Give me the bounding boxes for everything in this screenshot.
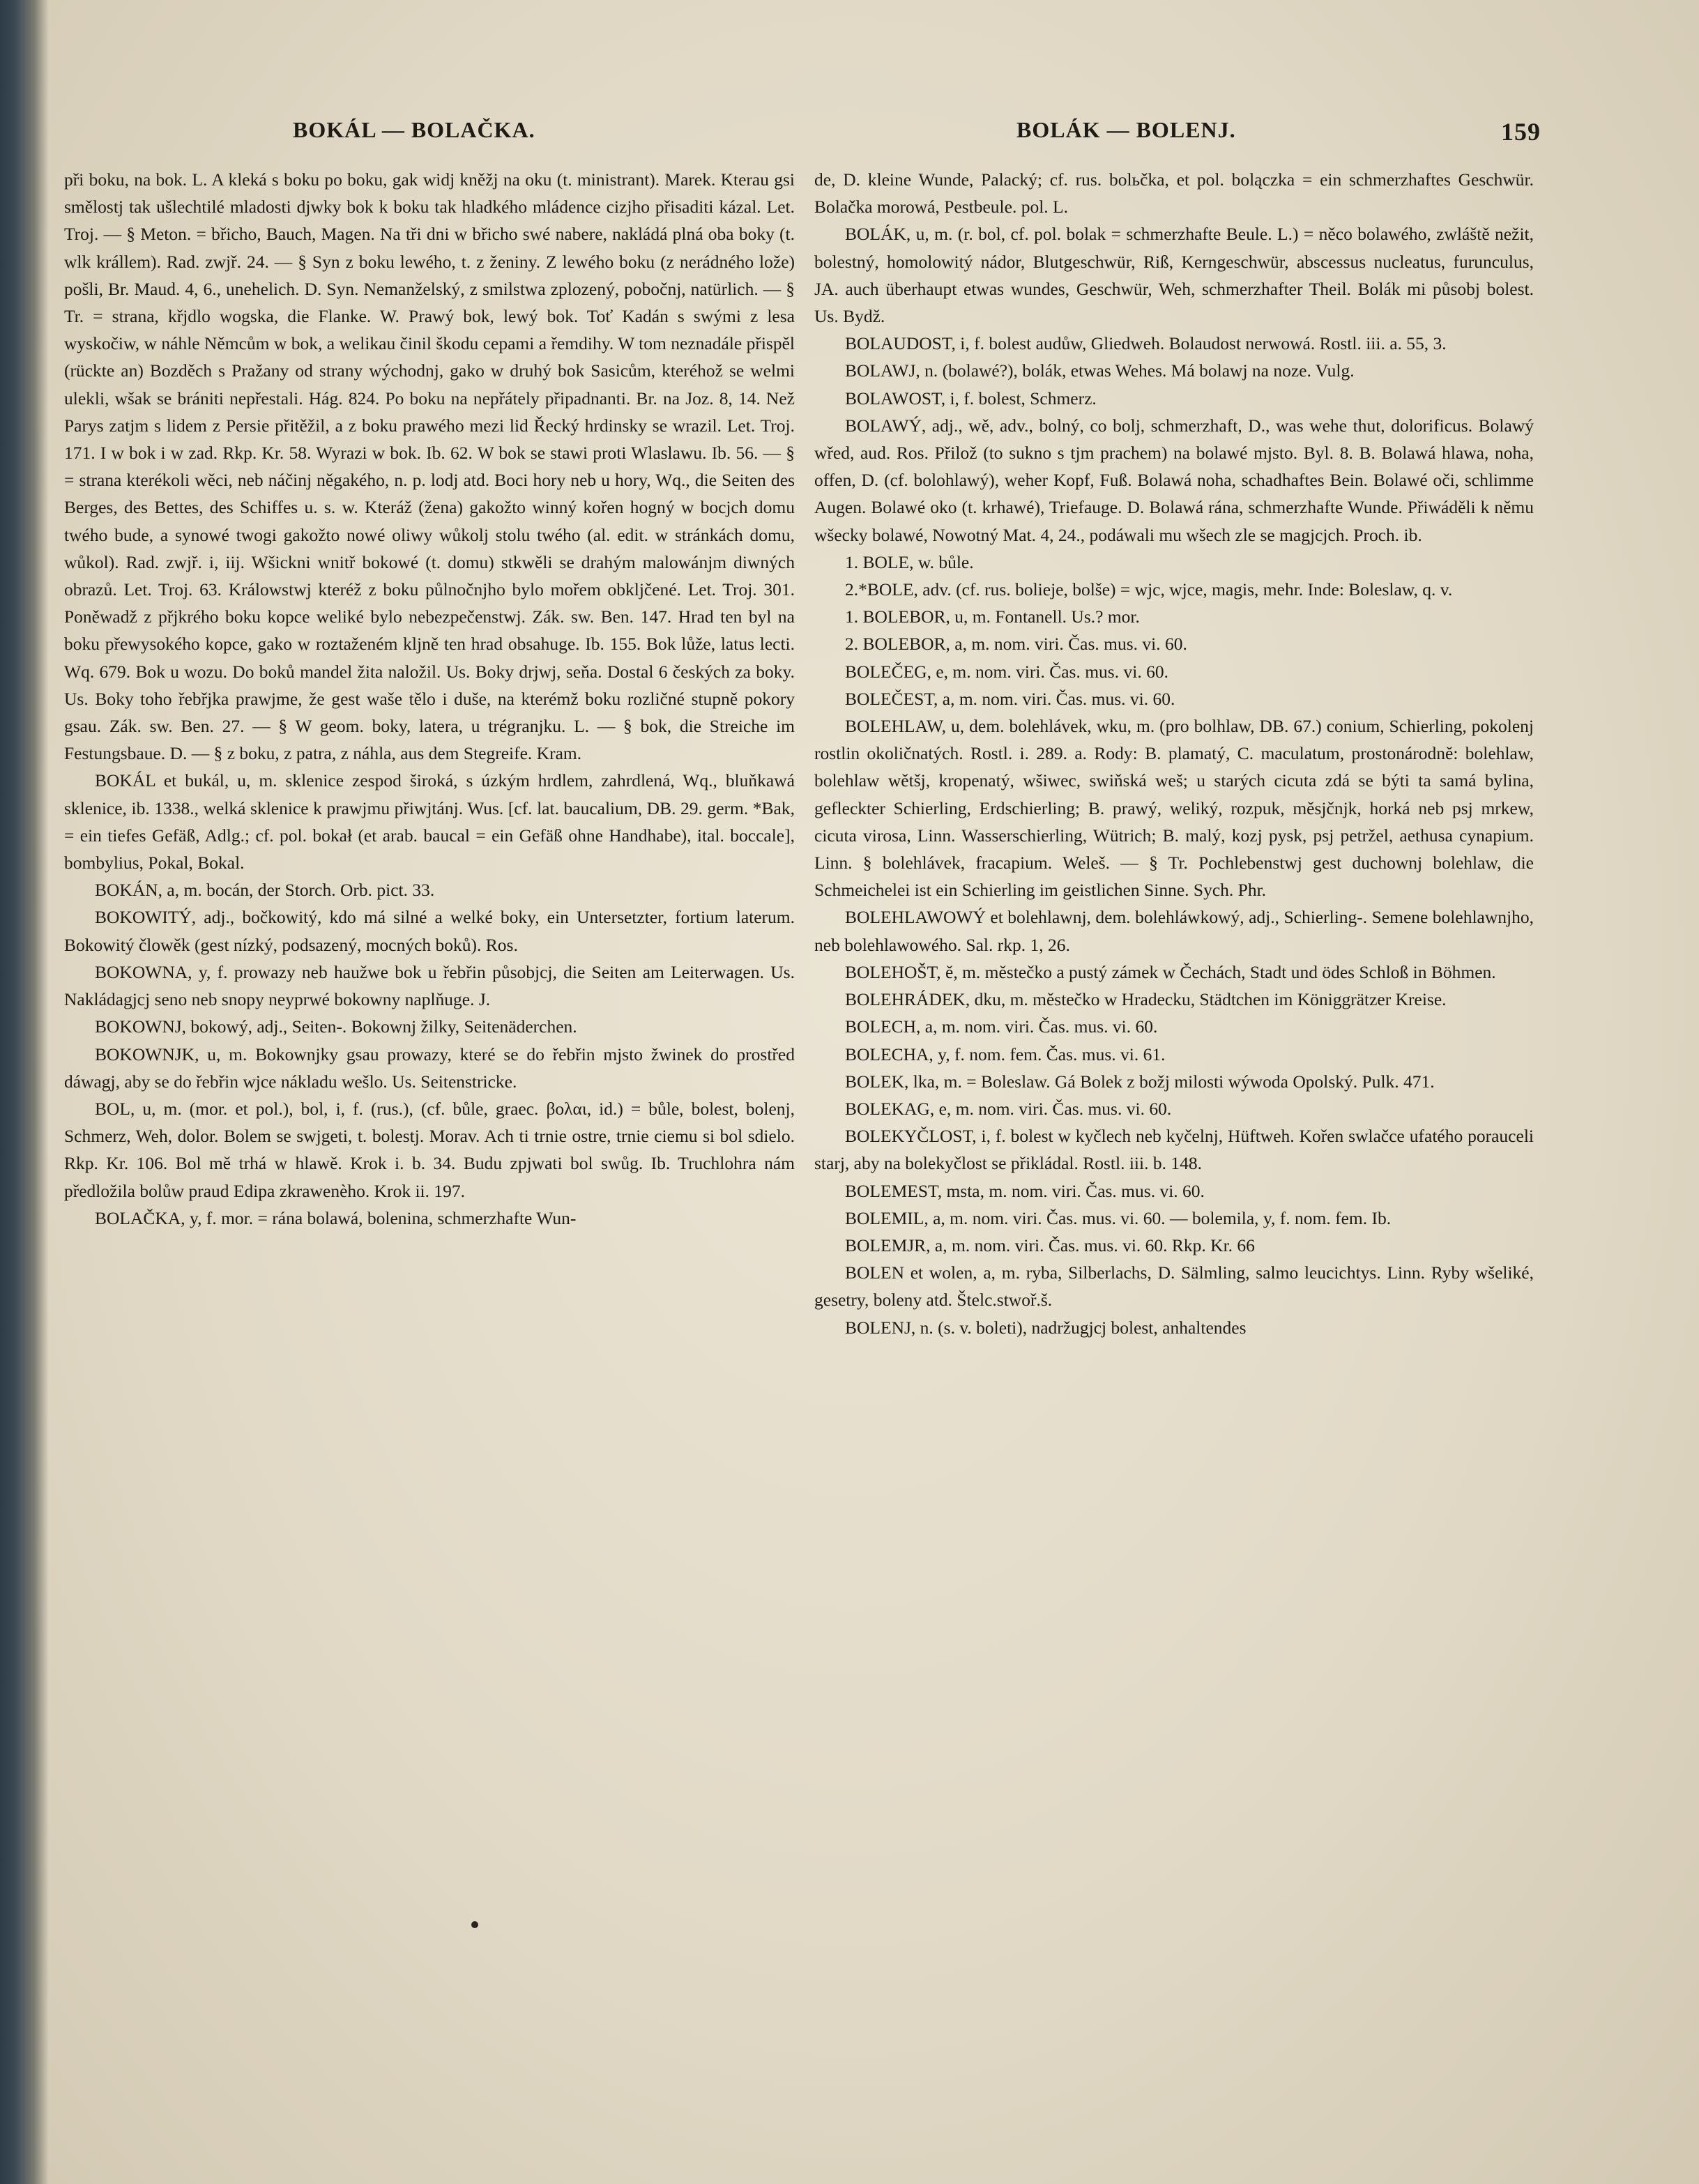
entry-continuation: de, D. kleine Wunde, Palacký; cf. rus. bolьčka, et pol. bolączka = ein schmerzhaftes Geschwür. Bolačka morowá, Pestbeule. pol. L. [814,169,1534,217]
entry-bole-1: 1. BOLE, w. bůle. [845,551,974,572]
entry-bolawost: BOLAWOST, i, f. bolest, Schmerz. [845,388,1097,408]
entry-bolecha: BOLECHA, y, f. nom. fem. Čas. mus. vi. 61. [845,1044,1166,1064]
book-binding-edge [0,0,49,2184]
entry-bolehradek: BOLEHRÁDEK, dku, m. městečko w Hradecku, Städtchen im Königgrätzer Kreise. [845,989,1447,1010]
entry-bokowity: BOKOWITÝ, adj., bočkowitý, kdo má silné a welké boky, ein Untersetzter, fortium laterum. Bokowitý člowěk (gest nízký, podsazený, mocných boků). Ros. [64,907,795,955]
running-header [84,117,1541,159]
entry-bolaudost: BOLAUDOST, i, f. bolest audůw, Gliedweh. Bolaudost nerwowá. Rostl. iii. a. 55, 3. [845,333,1447,354]
entry-bolech: BOLECH, a, m. nom. viri. Čas. mus. vi. 60. [845,1016,1158,1037]
entry-bolak: BOLÁK, u, m. (r. bol, cf. pol. bolak = schmerzhafte Beule. L.) = něco bolawého, zwláště nežit, bolestný, homolowitý nádor, Blutgeschwür, Riß, Kerngeschwür, abscessus nucleatus, furunculus, JA. auch überhaupt etwas wundes, Geschwür, Weh, schmerzhafter Theil. Bolák mi působj bolest. Us. Bydž. [814,224,1534,327]
entry-bokan: BOKÁN, a, m. bocán, der Storch. Orb. pict. 33. [95,880,435,901]
left-column [64,166,795,2118]
signature-mark [471,1921,478,1928]
entry-bolemest: BOLEMEST, msta, m. nom. viri. Čas. mus. vi. 60. [845,1180,1205,1201]
entry-bolehost: BOLEHOŠT, ě, m. městečko a pustý zámek w Čechách, Stadt und ödes Schloß in Böhmen. [845,961,1496,982]
entry-bolecheg: BOLEČEG, e, m. nom. viri. Čas. mus. vi. 60. [845,661,1168,682]
entry-bolawy: BOLAWÝ, adj., wě, adv., bolný, co bolj, schmerzhaft, D., was wehe thut, dolorificus. Bolawý wřed, aud. Ros. Přilož (to sukno s tjm prachem) na bolawé mjsto. Byl. 8. B. Bolawá hlawa, noha, offen, D. (cf. bolohlawý), weher Kopf, Fuß. Bolawá noha, schadhaftes Bein. Bolawé oči, schlimme Augen. Bolawé oko (t. krhawé), Triefauge. D. Bolawá rána, schmerzhafte Wunde. Přiwáděli k němu wšecky bolawé, Nowotný Mat. 4, 24., podáwali mu wšech zle se magjcjch. Proch. ib. [814,415,1534,545]
entry-bokowna: BOKOWNA, y, f. prowazy neb haužwe bok u řebřin působjcj, die Seiten am Leiterwagen. Us. Nakládagjcj seno neb snopy neyprwé bokowny naplňuge. J. [64,961,795,1010]
entry-bol: BOL, u, m. (mor. et pol.), bol, i, f. (rus.), (cf. bůle, graec. βολαι, id.) = bůle, bolest, bolenj, Schmerz, Weh, dolor. Bolem se swjgeti, t. bolestj. Morav. Ach ti trnie ostre, trnie ciemu si bol sdielo. Rkp. Kr. 106. Bol mě trhá w hlawě. Krok i. b. 34. Budu zpjwati bol swůg. Ib. Truchlohra nám předložila bolůw praud Edipa zkrawenèho. Krok ii. 197. [64,1098,795,1201]
entry-bolek: BOLEK, lka, m. = Boleslaw. Gá Bolek z božj milosti wýwoda Opolský. Pulk. 471. [845,1071,1435,1092]
entry-bole-2: 2.*BOLE, adv. (cf. rus. bolieje, bolše) = wjc, wjce, magis, mehr. Inde: Boleslaw, q. v. [845,579,1453,600]
right-column [814,166,1534,2118]
entry-bolemil: BOLEMIL, a, m. nom. viri. Čas. mus. vi. 60. — bolemila, y, f. nom. fem. Ib. [845,1207,1392,1228]
entry-bolacka: BOLAČKA, y, f. mor. = rána bolawá, bolenina, schmerzhafte Wun- [95,1207,577,1228]
entry-bolebor-1: 1. BOLEBOR, u, m. Fontanell. Us.? mor. [845,606,1140,627]
entry-continuation: při boku, na bok. L. A kleká s boku po boku, gak widj kněžj na oku (t. ministrant). Marek. Kterau gsi smělostj tak ušlechtilé mladosti djwky bok k boku tak hladkého mládence cizjho přisaditi kázal. Let. Troj. — § Meton. = břicho, Bauch, Magen. Na tři dni w břicho swé nabere, nakládá plná oba boky (t. wlk krállem). Rad. zwjř. 24. — § Syn z boku lewého, t. z ženiny. Z lewého boku (z nerádného lože) pošli, Br. Maud. 4, 6., unehelich. D. Syn. Nemanželský, z smilstwa zplozený, pobočnj, natürlich. — § Tr. = strana, křjdlo wogska, die Flanke. W. Prawý bok, lewý bok. Toť Kadán s swými z lesa wyskočiw, w náhle Němcům w bok, a welikau činil škodu cepami a řemdihy. W tom neznadále přispěl (rückte an) Bozděch s Pražany od strany wýchodnj, gako w druhý bok Sasicům, kteréhož se welmi ulekli, wšak se brániti nepřestali. Hág. 824. Po boku na nepřátely připadnanti. Br. na Joz. 8, 14. Než Parys zatjm s lidem z Persie přitěžil, a z boku prawého mezi lid Řecký hrdinsky se wrazil. Let. Troj. 171. I w bok i w zad. Rkp. Kr. 58. Wyrazi w bok. Ib. 62. W bok se stawi proti Wlaslawu. Ib. 56. — § = strana kterékoli wěci, neb náčinj něgakého, n. p. lodj atd. Boci hory neb u hory, Wq., die Seiten des Berges, des Bettes, des Schiffes u. s. w. Kteráž (žena) gakožto winný kořen hogný w bocjch domu twého bude, a synowé twogi gakožto nowé oliwy wůkolj stolu twého (al. edit. w stránkách domu, wůkol). Rad. zwjř. i, iij. Wšickni wnitř bokowé (t. domu) stkwěli se drahým malowánjm diwných obrazů. Let. Troj. 63. Králowstwj kteréž z boku půlnočnjho bylo mořem obkljčené. Let. Troj. 301. Poněwadž z přjkrého boku kopce weliké bylo nebezpečenstwj. Zák. sw. Ben. 147. Hrad ten byl na boku přewysokého kopce, gako w roztaženém kljně ten hrad obsahuge. Ib. 155. Bok lůže, latus lecti. Wq. 679. Bok u wozu. Do boků mandel žita naložil. Us. Boky drjwj, seňa. Dostal 6 českých za boky. Us. Boky toho řebřjka prawjme, že gest waše tělo i duše, na kterémž boku rozličné stupně pokory gsau. Zák. sw. Ben. 27. — § W geom. boky, latera, u trégranjku. L. — § bok, die Streiche im Festungsbaue. D. — § z boku, z patra, z náhla, aus dem Stegreife. Kram. [64,169,795,764]
entry-bolen: BOLEN et wolen, a, m. ryba, Silberlachs, D. Sälmling, salmo leucichtys. Linn. Ryby wšeliké, gesetry, boleny atd. Štelc.stwoř.š. [814,1262,1534,1311]
entry-bokownjk: BOKOWNJK, u, m. Bokownjky gsau prowazy, které se do řebřin mjsto žwinek do prostřed dáwagj, aby se do řebřin wjce nákladu wešlo. Us. Seitenstricke. [64,1044,795,1092]
header-right-guideword: BOLÁK — BOLENJ. [1016,117,1236,142]
entry-bolawj: BOLAWJ, n. (bolawé?), bolák, etwas Wehes. Má bolawj na noze. Vulg. [845,360,1355,381]
entry-bokal: BOKÁL et bukál, u, m. sklenice zespod široká, s úzkým hrdlem, zahrdlená, Wq., bluňkawá sklenice, ib. 1338., welká sklenice k prawjmu přiwjtánj. Wus. [cf. lat. baucalium, DB. 29. germ. *Bak, = ein tiefes Gefäß, Adlg.; cf. pol. bokał (et arab. baucal = ein Gefäß ohne Handhabe), ital. boccale], bombylius, Pokal, Bokal. [64,770,795,873]
entry-bolebor-2: 2. BOLEBOR, a, m. nom. viri. Čas. mus. vi. 60. [845,634,1187,655]
entry-bolekyclost: BOLEKYČLOST, i, f. bolest w kyčlech neb kyčelnj, Hüftweh. Kořen swlačce ufatého porauceli starj, aby na bolekyčlost se přikládal. Rostl. iii. b. 148. [814,1126,1534,1174]
entry-bolehlaw: BOLEHLAW, u, dem. bolehlávek, wku, m. (pro bolhlaw, DB. 67.) conium, Schierling, pokolenj rostlin okoličnatých. Rostl. i. 289. a. Rody: B. plamatý, C. maculatum, prostonárodně: bolehlaw, bolehlaw wětšj, kropenatý, wšiwec, swiňská weš; u starých cicuta zdá se býti ta samá bylina, gefleckter Schierling, Erdschierling; B. prawý, weliký, rozpuk, měsjčnjk, horká neb psj mrkew, cicuta virosa, Linn. Wasserschierling, Wütrich; B. malý, kozj pysk, psj petržel, aethusa cynapium. Linn. § bolehlávek, fracapium. Weleš. — § Tr. Pochlebenstwj gest duchownj bolehlaw, die Schmeichelei ist ein Schierling im geistlichen Sinne. Sych. Phr. [814,716,1534,901]
entry-bolekag: BOLEKAG, e, m. nom. viri. Čas. mus. vi. 60. [845,1098,1172,1119]
entry-bolehlawowy: BOLEHLAWOWÝ et bolehlawnj, dem. bolehláwkowý, adj., Schierling-. Semene bolehlawnjho, neb bolehlawowého. Sal. rkp. 1, 26. [814,907,1534,955]
entry-bolemjr: BOLEMJR, a, m. nom. viri. Čas. mus. vi. 60. Rkp. Kr. 66 [845,1235,1255,1255]
page-number: 159 [1501,118,1541,146]
entry-bolecest: BOLEČEST, a, m. nom. viri. Čas. mus. vi. 60. [845,688,1175,709]
header-left-guideword: BOKÁL — BOLAČKA. [293,117,535,142]
entry-bokownj: BOKOWNJ, bokowý, adj., Seiten-. Bokownj žilky, Seitenäderchen. [95,1016,577,1037]
entry-bolenj: BOLENJ, n. (s. v. boleti), nadržugjcj bolest, anhaltendes [845,1317,1247,1338]
